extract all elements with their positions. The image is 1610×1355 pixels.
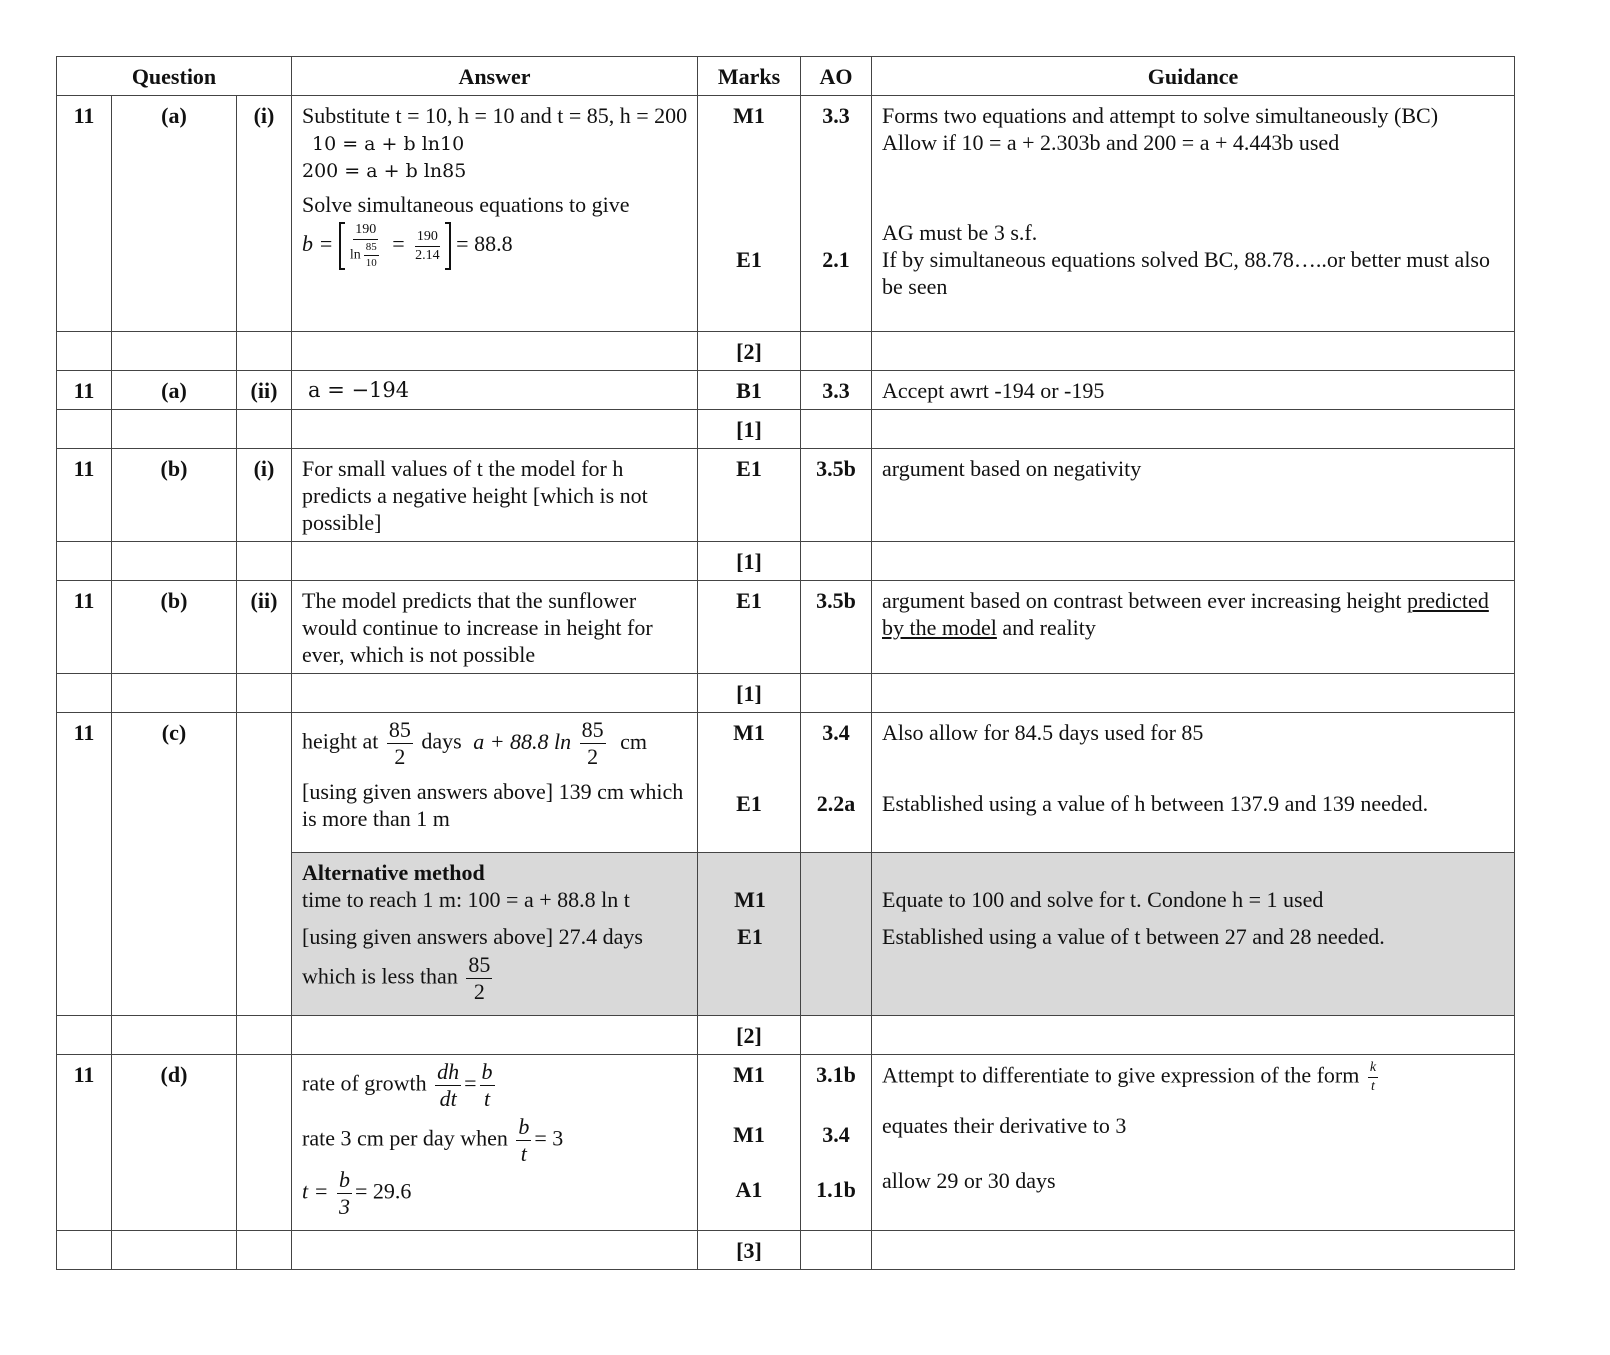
fraction: 190 ln $\frac{85}{10}$	[349, 222, 377, 269]
b-calculation	[302, 222, 689, 270]
guidance-cell: Also allow for 84.5 days used for 85 Established using a value of h between 137.9 and 139 needed.	[872, 713, 1515, 853]
header-question: Question	[57, 57, 292, 96]
marks-cell: M1 E1	[698, 713, 801, 853]
total-marks: [1]	[698, 410, 801, 449]
total-row	[57, 674, 1515, 713]
total-marks: [2]	[698, 1016, 801, 1055]
b-lhs: b =	[302, 231, 334, 257]
question-subpart: (i)	[237, 96, 292, 332]
equation-2: 200 = a + b ln85	[302, 160, 467, 182]
guidance-cell: argument based on negativity	[872, 449, 1515, 542]
ao-cell: 3.5b	[801, 449, 872, 542]
question-number: 11	[57, 96, 112, 332]
marks-cell: M1 E1	[698, 853, 801, 1016]
total-row	[57, 542, 1515, 581]
answer-line: Solve simultaneous equations to give	[302, 192, 630, 217]
alternative-method-title: Alternative method	[302, 860, 485, 885]
ao-cell: 3.1b 3.4 1.1b	[801, 1055, 872, 1231]
marks-cell: M1 E1	[698, 96, 801, 332]
ao-cell: 3.5b	[801, 581, 872, 674]
mark-scheme-table	[56, 56, 1515, 1270]
marks-cell: B1	[698, 371, 801, 410]
bracket-expression: 190 ln $\frac{85}{10}$ = $\frac{190}{2.14}$	[339, 222, 451, 270]
total-marks: [2]	[698, 332, 801, 371]
table-row: 11 (d) rate of growth $\frac{dh}{dt}$ = $\frac{b}{t}$ rate 3 cm per day when $\frac{b}{t}$ = 3 t = $\frac{b}{3}$ = 29.6 M1 M1 A1 3.1b 3.4 1.1b Attempt to differentiate to give expression of the form $\frac{k}{t}$ equates their derivative to 3 allow 29 or 30 days	[57, 1055, 1515, 1231]
total-marks: [3]	[698, 1231, 801, 1270]
guidance-cell: Forms two equations and attempt to solve simultaneously (BC) Allow if 10 = a + 2.303b and 200 = a + 4.443b used AG must be 3 s.f. If by simultaneous equations solved BC, 88.78…..or better must also be seen	[872, 96, 1515, 332]
marks-cell: E1	[698, 449, 801, 542]
header-ao: AO	[801, 57, 872, 96]
ao-cell: 3.3	[801, 371, 872, 410]
answer-line: Substitute t = 10, h = 10 and t = 85, h = 200	[302, 103, 688, 128]
height-expression: height at $\frac{85}{2}$ days a + 88.8 ln $\frac{85}{2}$ cm	[302, 717, 648, 769]
answer-cell: height at $\frac{85}{2}$ days a + 88.8 ln $\frac{85}{2}$ cm [using given answers above] 139 cm which is more than 1 m	[292, 713, 698, 853]
alternative-answer-cell: Alternative method time to reach 1 m: 100 = a + 88.8 ln t [using given answers above] 27.4 days which is less than $\frac{85}{2}$	[292, 853, 698, 1016]
answer-cell: The model predicts that the sunflower would continue to increase in height for ever, which is not possible	[292, 581, 698, 674]
header-answer: Answer	[292, 57, 698, 96]
total-row	[57, 1231, 1515, 1270]
ao-cell: 3.3 2.1	[801, 96, 872, 332]
total-row	[57, 332, 1515, 371]
guidance-cell: Attempt to differentiate to give expression of the form $\frac{k}{t}$ equates their derivative to 3 allow 29 or 30 days	[872, 1055, 1515, 1231]
guidance-cell: argument based on contrast between ever increasing height predicted by the model and reality	[872, 581, 1515, 674]
total-row	[57, 1016, 1515, 1055]
answer-cell: For small values of t the model for h predicts a negative height [which is not possible]	[292, 449, 698, 542]
marks-cell: E1	[698, 581, 801, 674]
total-marks: [1]	[698, 542, 801, 581]
header-row	[57, 57, 1515, 96]
table-row	[57, 96, 1515, 332]
equation-1: 10 = a + b ln10	[312, 133, 465, 155]
table-row: 11 (c) height at $\frac{85}{2}$ days a + 88.8 ln $\frac{85}{2}$ cm [using given answers above] 139 cm which is more than 1 m M1 E1 3.4 2.2a Also allow for 84.5 days used for 85 Established using a value of h between 137.9 and 139 needed.	[57, 713, 1515, 853]
fraction: $\frac{190}{2.14}$	[415, 228, 440, 263]
table-row: 11 (a) (ii) a = −194 B1 3.3 Accept awrt -194 or -195	[57, 371, 1515, 410]
guidance-cell: Equate to 100 and solve for t. Condone h = 1 used Established using a value of t between 27 and 28 needed.	[872, 853, 1515, 1016]
guidance-cell: Accept awrt -194 or -195	[872, 371, 1515, 410]
header-guidance: Guidance	[872, 57, 1515, 96]
table-row: 11 (b) (i) For small values of t the model for h predicts a negative height [which is not possible] E1 3.5b argument based on negativity	[57, 449, 1515, 542]
answer-cell: rate of growth $\frac{dh}{dt}$ = $\frac{b}{t}$ rate 3 cm per day when $\frac{b}{t}$ = 3 t = $\frac{b}{3}$ = 29.6	[292, 1055, 698, 1231]
header-marks: Marks	[698, 57, 801, 96]
question-part: (a)	[112, 96, 237, 332]
marks-cell: M1 M1 A1	[698, 1055, 801, 1231]
ao-cell: 3.4 2.2a	[801, 713, 872, 853]
total-marks: [1]	[698, 674, 801, 713]
b-result: = 88.8	[456, 231, 513, 257]
answer-cell: a = −194	[292, 371, 698, 410]
answer-cell	[292, 96, 698, 332]
table-row: 11 (b) (ii) The model predicts that the sunflower would continue to increase in height for ever, which is not possible E1 3.5b argument based on contrast between ever increasing height predicted by the model and reality	[57, 581, 1515, 674]
total-row	[57, 410, 1515, 449]
